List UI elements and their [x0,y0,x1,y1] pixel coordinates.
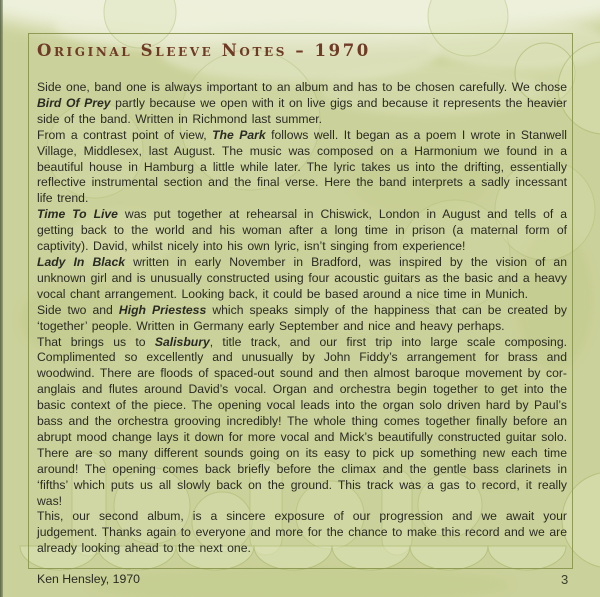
paragraph [37,80,567,128]
song-title: The Park [212,127,266,142]
text-run: which speaks simply of the happiness that can be created by ‘together’ people. Written in Germany early September and nice and heavy perhaps. [37,302,568,333]
sleeve-notes-text [37,80,567,557]
paragraph [37,207,567,255]
song-title: Bird Of Prey [37,95,111,110]
scan-edge-inner [0,0,2,597]
text-run: Side one, band one is always important to an album and has to be chosen carefully. We chose [37,80,567,94]
paragraph [37,335,567,510]
text-run: partly because we open with it on live gigs and because it represents the heavier side of the band. Written in Richmond last summer. [37,95,567,126]
text-run: was put together at rehearsal in Chiswick, London in August and tells of a getting back to the world and his woman after a long time in prison (a maternal form of captivity). David, whilst nicely into his own lyric, isn’t singing from experience! [37,207,567,254]
page-title: Original Sleeve Notes – 1970 [37,41,371,60]
text-run: From a contrast point of view, [37,127,213,142]
paragraph [37,509,567,557]
page-number: 3 [561,572,569,587]
paragraph [37,128,567,208]
text-run: , title track, and our first trip into large scale composing. Complimented so excellently and unusually by John Fiddy’s arrangement for brass and woodwind. There are floods of spaced-out sound and then almost baroque movement by cor-anglais and flutes around David’s vocal. Organ and orchestra begin together to get into the basic context of the piece. The opening vocal leads into the organ solo driven hard by Paul’s bass and the orchestra grooving incredibly! The whole thing comes together finally before an abrupt mood change lays it down for more vocal and Mick’s beautifully constructed guitar solo. There are so many different sounds going on its easy to pick up something new each time around! The opening comes back briefly before the climax and the gentle bass clarinets in ‘fifths’ which puts us all slowly back on the ground. This track was a gas to record, it really was! [37,334,568,508]
song-title: Lady In Black [37,254,125,269]
text-run: That brings us to [37,334,155,349]
song-title: Salisbury [154,334,210,349]
paragraph [37,255,567,303]
text-run: This, our second album, is a sincere exposure of our progression and we await your judgement. Thanks again to everyone and more for the chance to make this record and we are already looking ahead to the next one. [37,509,567,556]
signature: Ken Hensley, 1970 [37,572,140,587]
song-title: High Priestess [118,302,207,317]
text-run: Side two and [37,302,119,317]
paragraph [37,303,567,335]
song-title: Time To Live [37,207,118,222]
text-run: follows well. It began as a poem I wrote in Stanwell Village, Middlesex, last August. The music was composed on a Harmonium we found in a beautiful house in Hamburg a little while later. The lyric takes us into the drifting, essentially reflective instrumental section and the final verse. Here the band interprets a sadly incessant life trend. [37,127,567,206]
text-run: written in early November in Bradford, was inspired by the vision of an unknown girl and is unusually constructed using four acoustic guitars as the basic and a heavy vocal chant arrangement. Looking back, it could be based around a nice time in Munich. [37,254,567,301]
notes-content [37,41,567,586]
